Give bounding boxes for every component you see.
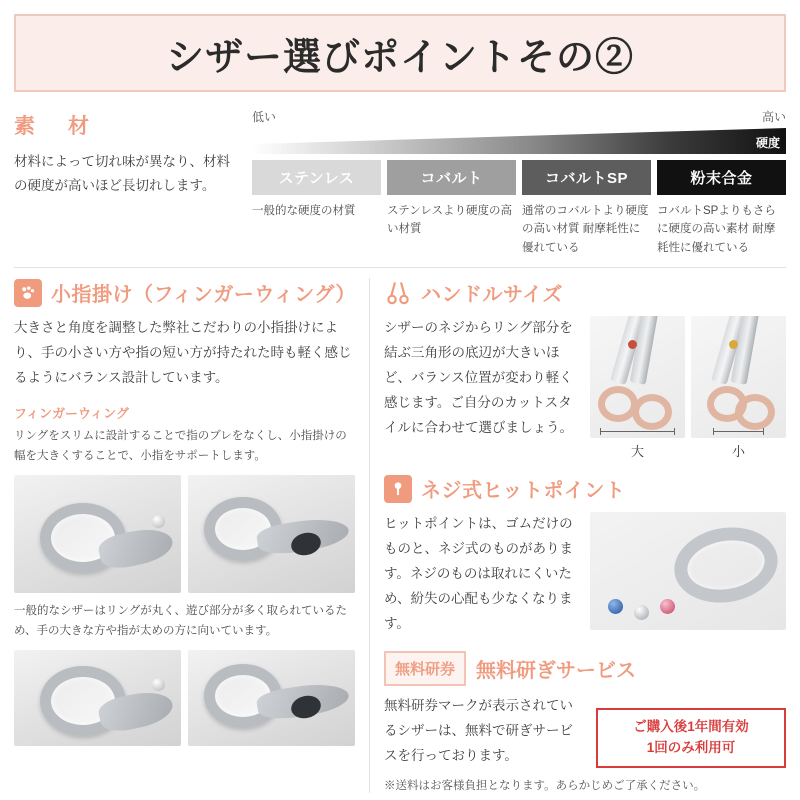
handle-photo-captions — [590, 441, 786, 460]
free-service-title: 無料研ぎサービス — [476, 660, 637, 683]
free-service-header — [384, 651, 786, 686]
hit-point-paragraph: ヒットポイントは、ゴムだけのものと、ネジ式のものがあります。ネジのものは取れにくいため、紛失の心配も少なくなります。 — [384, 516, 573, 632]
handle-size-content — [384, 316, 786, 460]
measure-line — [600, 431, 675, 432]
paw-icon — [14, 279, 42, 307]
handle-caption-small: 小 — [731, 444, 745, 460]
scale-high-label: 高い — [761, 110, 786, 124]
handle-photo-row — [590, 316, 786, 438]
hit-point-bead-blue — [608, 599, 623, 614]
page-header — [14, 14, 786, 92]
validity-line-2: 1回のみ利用可 — [646, 739, 736, 755]
material-heading: 素 材 — [14, 115, 95, 138]
body-columns — [14, 278, 786, 793]
handle-size-photos — [590, 316, 786, 460]
screw-nub — [152, 678, 165, 691]
material-item — [252, 160, 381, 257]
material-name: コバルト — [387, 160, 516, 195]
handle-size-title: ハンドルサイズ — [421, 284, 563, 307]
material-item — [522, 160, 651, 257]
screw-nub — [152, 515, 165, 528]
finger-wing-photo — [188, 475, 355, 593]
material-item — [387, 160, 516, 257]
material-right — [252, 106, 786, 257]
standard-scissor-photo — [14, 650, 181, 746]
material-name: 粉末合金 — [657, 160, 786, 195]
validity-line-1: ご購入後1年間有効 — [633, 719, 749, 735]
free-service-content — [384, 694, 786, 769]
finger-wing-paragraph: 大きさと角度を調整した弊社こだわりの小指掛けにより、手の小さい方や指の短い方が持たれた時も軽く感じるようにバランス設計しています。 — [14, 320, 352, 386]
finger-wing-photos-top — [14, 475, 355, 593]
finger-wing-sub-heading: フィンガーウィング — [14, 406, 129, 422]
free-service-paragraph: 無料研券マークが表示されているシザーは、無料で研ぎサービスを行っております。 — [384, 698, 573, 763]
material-note: 通常のコバルトより硬度の高い材質 耐摩耗性に優れている — [522, 205, 649, 254]
measure-line — [713, 431, 764, 432]
hit-point-photo — [590, 512, 786, 630]
material-section — [14, 106, 786, 268]
finger-wing-photos-bottom — [14, 650, 355, 746]
handle-photo-small — [691, 316, 786, 438]
free-service-badge: 無料研券 — [384, 651, 466, 686]
hit-point-bead-silver — [634, 605, 649, 620]
handle-icon — [384, 279, 412, 307]
hardness-scale-labels — [252, 108, 786, 125]
right-column — [370, 278, 786, 793]
left-column — [14, 278, 370, 793]
handle-caption-large: 大 — [630, 444, 644, 460]
finger-wing-sub-paragraph: リングをスリムに設計することで指のブレをなくし、小指掛けの幅を大きくすることで、小指をサポートします。 — [14, 430, 347, 462]
material-left — [14, 106, 252, 257]
material-columns — [252, 160, 786, 257]
validity-badge — [596, 708, 786, 768]
ring-shape — [668, 520, 783, 611]
material-item — [657, 160, 786, 257]
material-note: コバルトSPよりもさらに硬度の高い素材 耐摩耗性に優れている — [657, 205, 776, 254]
material-description: 材料によって切れ味が異なり、材料の硬度が高いほど長切れします。 — [14, 154, 230, 193]
hit-point-title: ネジ式ヒットポイント — [421, 480, 626, 503]
gradient-bar — [252, 128, 786, 154]
material-name: ステンレス — [252, 160, 381, 195]
material-note: 一般的な硬度の材質 — [252, 205, 356, 217]
screw-icon — [384, 475, 412, 503]
handle-photo-large — [590, 316, 685, 438]
standard-scissor-photo — [188, 650, 355, 746]
material-name: コバルトSP — [522, 160, 651, 195]
handle-size-header — [384, 278, 786, 307]
free-service-note: ※送料はお客様負担となります。あらかじめご了承ください。 — [384, 779, 706, 792]
finger-wing-title: 小指掛け（フィンガーウィング） — [51, 284, 356, 307]
scale-low-label: 低い — [252, 110, 277, 124]
handle-ring — [735, 394, 775, 430]
material-note: ステンレスより硬度の高い材質 — [387, 205, 513, 236]
page-title: シザー選びポイントその② — [165, 36, 634, 79]
handle-size-paragraph: シザーのネジからリング部分を結ぶ三角形の底辺が大きいほど、バランス位置が変わり軽く感じます。ご自分のカットスタイルに合わせて選びましょう。 — [384, 320, 573, 436]
hit-point-header — [384, 474, 786, 503]
hit-point-bead-pink — [660, 599, 675, 614]
hardness-gradient — [252, 128, 786, 154]
finger-wing-caption: 一般的なシザーはリングが丸く、遊び部分が多く取られているため、手の大きな方や指が太めの方に向いています。 — [14, 605, 348, 637]
hit-point-content — [384, 512, 786, 637]
scissor-ring-photo — [14, 475, 181, 593]
gradient-axis-label: 硬度 — [755, 136, 780, 150]
finger-wing-header — [14, 278, 355, 307]
handle-ring — [632, 394, 672, 430]
